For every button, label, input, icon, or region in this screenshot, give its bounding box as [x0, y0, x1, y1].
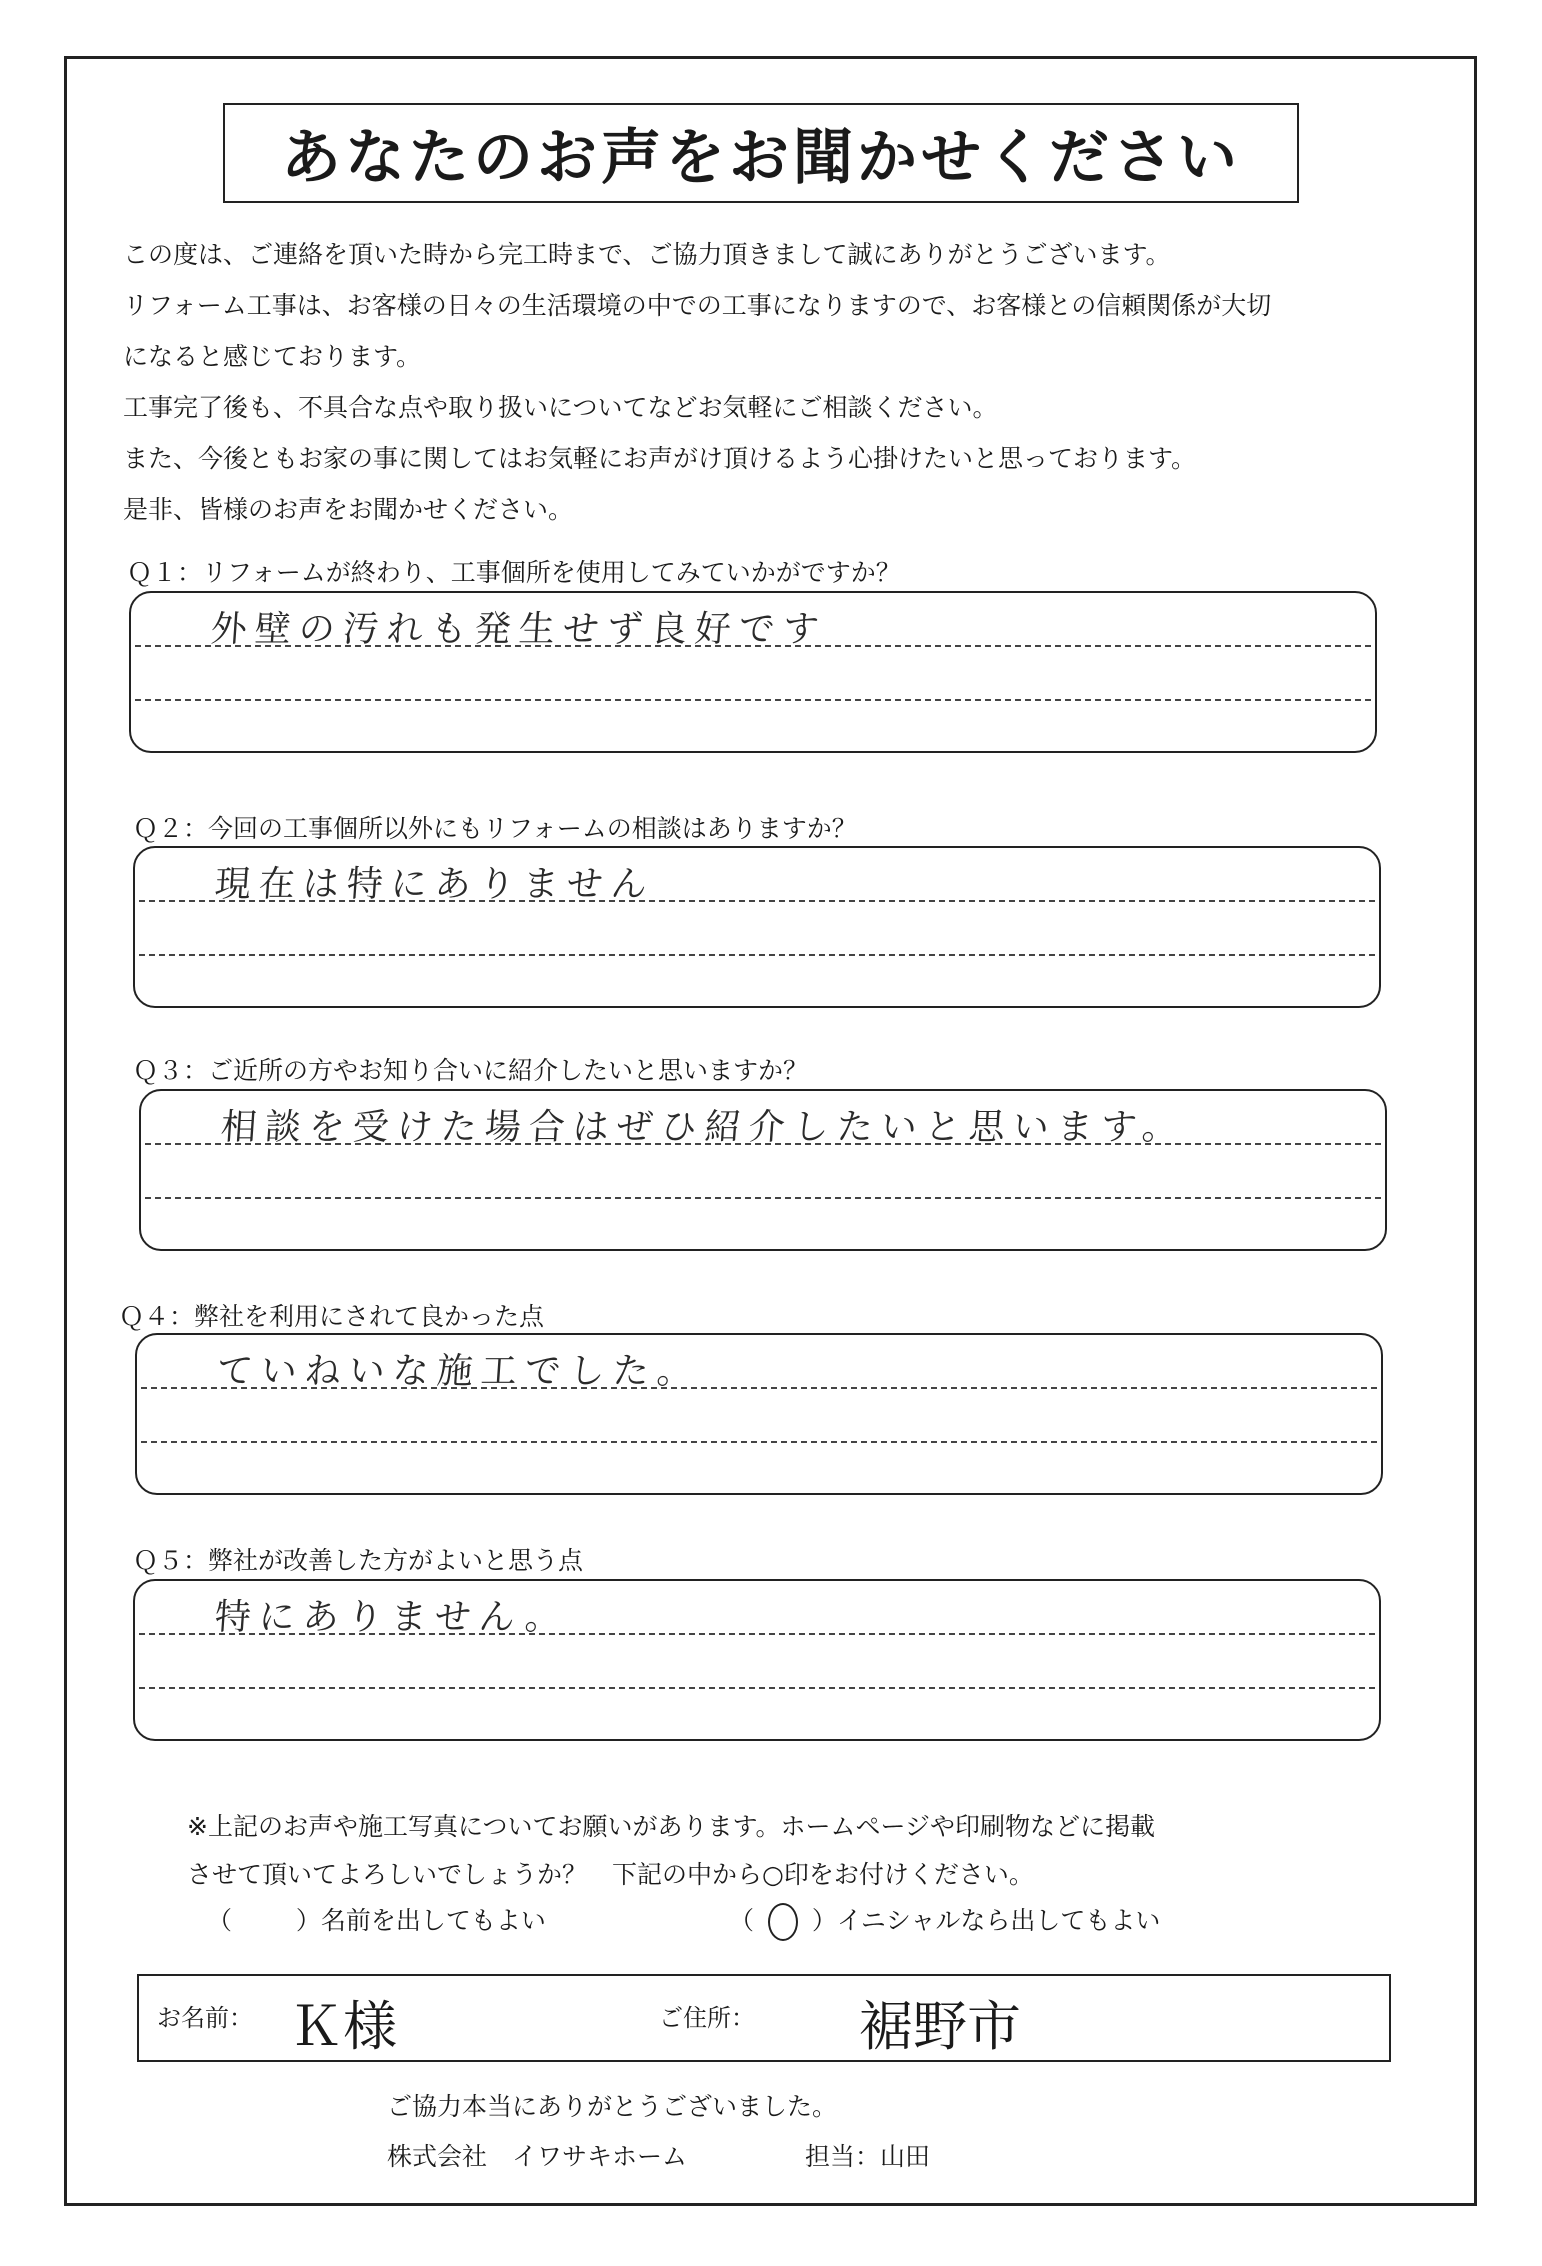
staff-name: 担当：山田 [805, 2142, 931, 2171]
answer-line [139, 1687, 1375, 1689]
intro-line: また、今後ともお家の事に関してはお気軽にお声がけ頂けるよう心掛けたいと思っております。 [123, 444, 1197, 473]
title-box [223, 103, 1299, 203]
answer-1-box[interactable] [129, 591, 1377, 753]
consent-paren-open: （ [207, 1906, 233, 1935]
publication-note [187, 1803, 1387, 1899]
intro-text [123, 229, 1423, 535]
note-line: させて頂いてよろしいでしょうか？ 下記の中から○印をお付けください。 [187, 1860, 1034, 1889]
intro-line: 工事完了後も、不具合な点や取り扱いについてなどお気軽にご相談ください。 [123, 393, 998, 422]
answer-line [135, 699, 1371, 701]
answer-4-text: ていねいな施工でした。 [215, 1351, 703, 1392]
question-2-label: Ｑ２：今回の工事個所以外にもリフォームの相談はありますか？ [133, 814, 857, 843]
answer-3-text: 相談を受けた場合はぜひ紹介したいと思います。 [219, 1107, 1188, 1148]
answer-2-text: 現在は特にありません [213, 864, 657, 905]
address-value[interactable]: 裾野市 [859, 1995, 1021, 2058]
consent-option-initials[interactable] [729, 1901, 1160, 1941]
consent-option-name[interactable] [207, 1901, 546, 1937]
note-line: ※上記のお声や施工写真についてお願いがあります。ホームページや印刷物などに掲載 [187, 1812, 1155, 1841]
answer-1-text: 外壁の汚れも発生せず良好です [209, 609, 829, 650]
intro-line: リフォーム工事は、お客様の日々の生活環境の中での工事になりますので、お客様との信頼関係が大切 [123, 291, 1272, 320]
selected-circle-icon [768, 1903, 798, 1941]
company-name: 株式会社 イワサキホーム [387, 2142, 688, 2171]
thanks-text: ご協力本当にありがとうございました。 [387, 2092, 838, 2121]
customer-info-box [137, 1974, 1391, 2062]
survey-sheet [64, 56, 1477, 2206]
question-1-label: Ｑ１：リフォームが終わり、工事個所を使用してみていかがですか？ [127, 558, 901, 587]
intro-line: になると感じております。 [123, 342, 422, 371]
consent-option-initials-label: ）イニシャルなら出してもよい [811, 1906, 1161, 1935]
answer-2-box[interactable] [133, 846, 1381, 1008]
name-value[interactable]: Ｋ様 [289, 1995, 397, 2058]
intro-line: 是非、皆様のお声をお聞かせください。 [123, 495, 574, 524]
answer-line [141, 1441, 1377, 1443]
answer-4-box[interactable] [135, 1333, 1383, 1495]
answer-line [139, 954, 1375, 956]
consent-paren-open: （ [729, 1906, 755, 1935]
name-label: お名前： [157, 2004, 253, 2032]
answer-5-text: 特にありません。 [213, 1597, 571, 1638]
consent-option-name-label: ）名前を出してもよい [295, 1906, 546, 1935]
address-label: ご住所： [659, 2004, 755, 2032]
question-3-label: Ｑ３：ご近所の方やお知り合いに紹介したいと思いますか？ [133, 1056, 809, 1085]
answer-line [145, 1197, 1381, 1199]
answer-3-box[interactable] [139, 1089, 1387, 1251]
intro-line: この度は、ご連絡を頂いた時から完工時まで、ご協力頂きまして誠にありがとうございます。 [123, 240, 1171, 269]
question-4-label: Ｑ４：弊社を利用にされて良かった点 [119, 1302, 545, 1331]
question-5-label: Ｑ５：弊社が改善した方がよいと思う点 [133, 1546, 584, 1575]
page-title: あなたのお声をお聞かせください [281, 123, 1241, 193]
answer-5-box[interactable] [133, 1579, 1381, 1741]
